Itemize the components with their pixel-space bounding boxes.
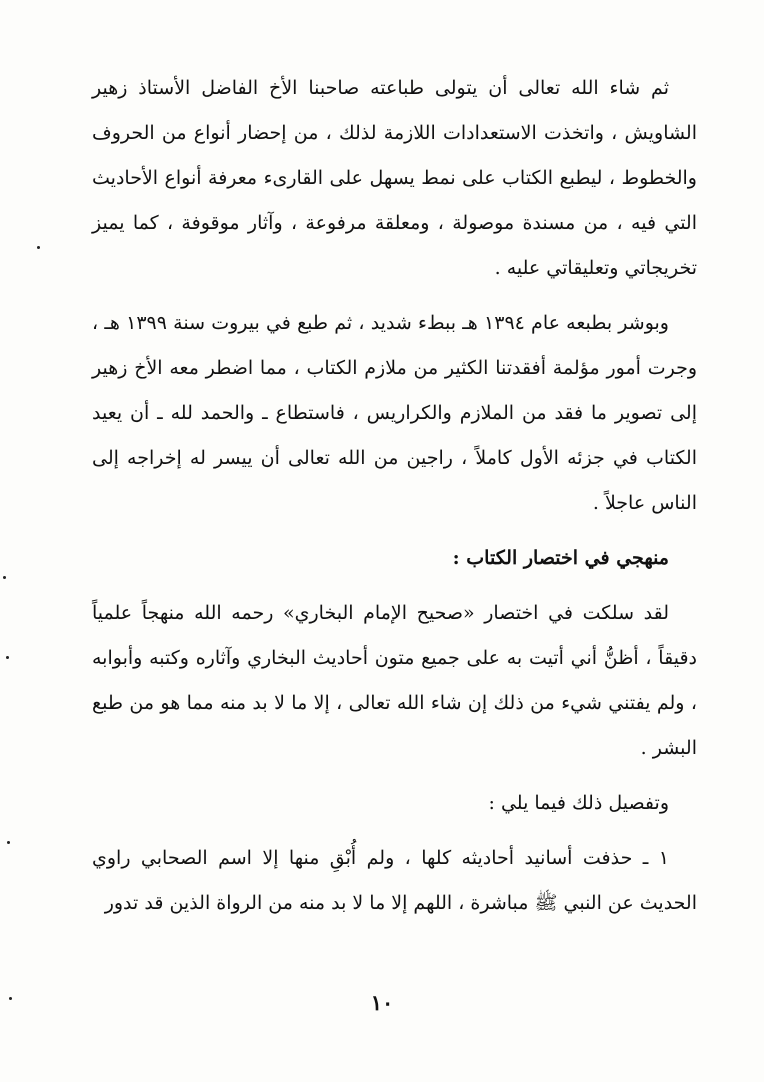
scan-speck	[37, 246, 40, 249]
paragraph-details-intro: وتفصيل ذلك فيما يلي :	[488, 792, 669, 814]
page-number: ١٠	[370, 990, 394, 1015]
scan-speck	[7, 841, 10, 844]
scan-speck	[6, 656, 9, 659]
page-body	[92, 66, 697, 926]
paragraph-point-1: ١ ـ حذفت أسانيد أحاديثه كلها ، ولم أُبْقِ منها إلا اسم الصحابي راوي الحديث عن النبي ﷺ مباشرة ، اللهم إلا ما لا بد منه من الرواة الذين قد تدور	[92, 847, 697, 914]
paragraph-gap	[92, 826, 697, 836]
scan-speck	[9, 997, 12, 1000]
paragraph-gap	[92, 771, 697, 781]
paragraph-gap	[92, 526, 697, 536]
paragraph-gap	[92, 581, 697, 591]
paragraph-printing-history: وبوشر بطبعه عام ١٣٩٤ هـ ببطء شديد ، ثم طبع في بيروت سنة ١٣٩٩ هـ ، وجرت أمور مؤلمة أفقدتنا الكثير من ملازم الكتاب ، مما اضطر معه الأخ زهير إلى تصوير ما فقد من الملازم والكراريس ، فاستطاع ـ والحمد لله ـ أن يعيد الكتاب في جزئه الأول كاملاً ، راجين من الله تعالى أن ييسر له إخراجه إلى الناس عاجلاً .	[92, 312, 697, 514]
scan-speck	[3, 576, 6, 579]
paragraph-gap	[92, 291, 697, 301]
paragraph-method: لقد سلكت في اختصار «صحيح الإمام البخاري» رحمه الله منهجاً علمياً دقيقاً ، أظنُّ أني أتيت به على جميع متون أحاديث البخاري وآثاره وكتبه وأبوابه ، ولم يفتني شيء من ذلك إن شاء الله تعالى ، إلا ما لا بد منه مما هو من طبع البشر .	[92, 602, 697, 759]
section-heading: منهجي في اختصار الكتاب :	[452, 547, 669, 569]
paragraph-printing: ثم شاء الله تعالى أن يتولى طباعته صاحبنا الأخ الفاضل الأستاذ زهير الشاويش ، واتخذت الاستعدادات اللازمة لذلك ، من إحضار أنواع من الحروف والخطوط ، ليطبع الكتاب على نمط يسهل على القارىء معرفة أنواع الأحاديث التي فيه ، من مسندة موصولة ، ومعلقة مرفوعة ، وآثار موقوفة ، كما يميز تخريجاتي وتعليقاتي عليه .	[92, 77, 697, 279]
